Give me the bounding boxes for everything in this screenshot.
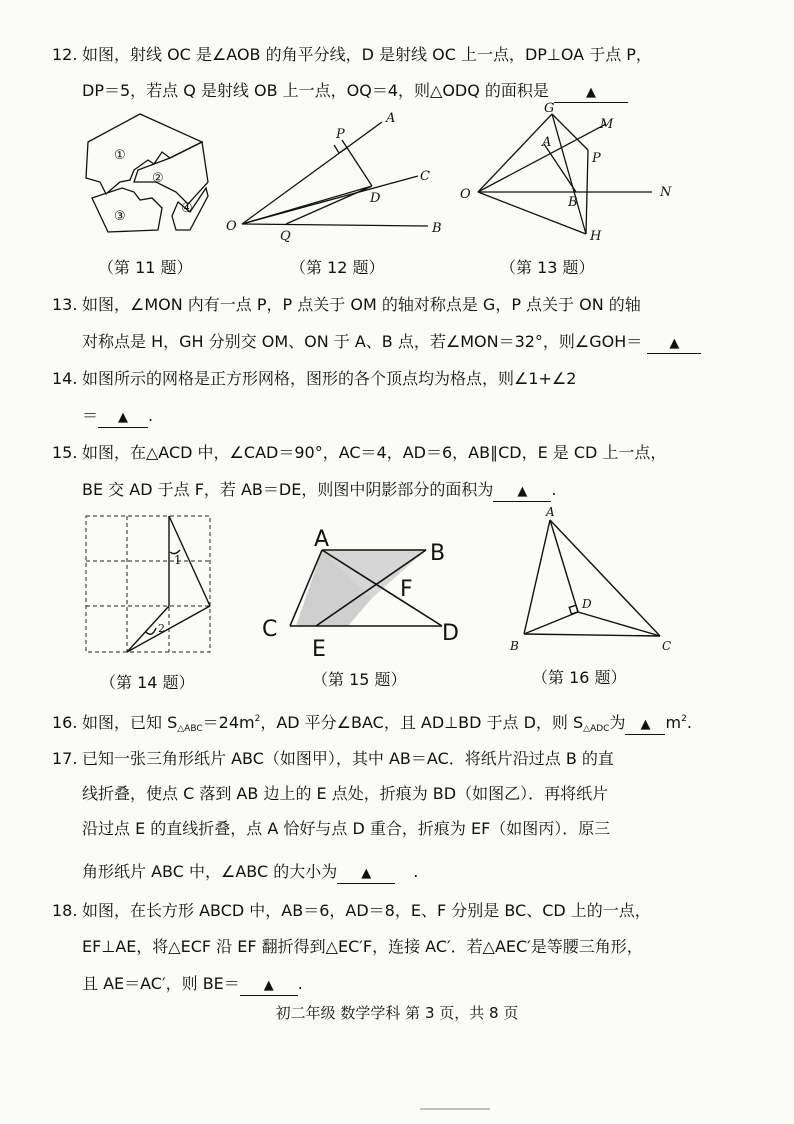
scan-artifact — [420, 1108, 490, 1110]
region-1-label: ① — [114, 148, 126, 163]
q13-text-1: 如图，∠MON 内有一点 P，P 点关于 OM 的轴对称点是 G，P 点关于 ON 的轴 — [82, 295, 641, 314]
q15-line2 — [82, 479, 556, 502]
q16-sub-1: △ABC — [177, 724, 203, 734]
q16-end: . — [686, 713, 692, 732]
caption-q11: （第 11 题） — [98, 258, 193, 277]
fig12-label-C: C — [420, 169, 430, 184]
q16-text-2: ＝24m — [202, 713, 255, 732]
q17-line4 — [82, 861, 418, 884]
q16-text-1: 如图，已知 S — [82, 713, 178, 732]
answer-triangle-icon: ▲ — [361, 866, 372, 881]
fig15-label-E: E — [312, 637, 326, 662]
caption-q12: （第 12 题） — [290, 258, 385, 277]
fig14-angle-2: 2 — [158, 622, 165, 635]
q14-line2 — [82, 405, 153, 428]
figure-12 — [222, 110, 452, 244]
answer-triangle-icon: ▲ — [118, 410, 129, 425]
figure-15 — [256, 520, 476, 660]
q17-text-3: 沿过点 E 的直线折叠，点 A 恰好与点 D 重合，折痕为 EF（如图丙）．原三 — [82, 819, 611, 838]
q18-number: 18. — [52, 901, 78, 920]
fig12-label-D: D — [370, 191, 381, 206]
q18-text-2: EF⊥AE，将△ECF 沿 EF 翻折得到△EC′F，连接 AC′．若△AEC′是等腰三角形， — [82, 937, 643, 956]
q14-text-1: 如图所示的网格是正方形网格，图形的各个顶点均为格点，则∠1+∠2 — [82, 369, 577, 388]
fig12-label-O: O — [226, 219, 237, 234]
q12-number: 12. — [52, 45, 78, 64]
q18-line2 — [82, 936, 643, 958]
fig15-label-C: C — [262, 617, 278, 642]
q16-sup-1: 2 — [254, 714, 261, 724]
q14-text-2-prefix: ＝ — [82, 406, 99, 425]
fig16-label-B: B — [510, 639, 519, 653]
q13-line1 — [52, 294, 641, 316]
q17-text-4-suffix: . — [413, 862, 419, 881]
fig13-label-B: B — [568, 195, 578, 210]
q13-line2 — [82, 331, 701, 354]
fig12-label-B: B — [432, 221, 442, 236]
fig16-label-A: A — [546, 505, 555, 519]
q16-answer-blank[interactable] — [625, 714, 665, 735]
figure-11 — [78, 112, 218, 242]
q16-sup-2: 2 — [681, 714, 687, 724]
caption-q16: （第 16 题） — [532, 668, 627, 687]
q14-text-2-suffix: . — [148, 406, 154, 425]
q18-text-3-suffix: . — [297, 974, 303, 993]
q15-text-1: 如图，在△ACD 中，∠CAD＝90°，AC＝4，AD＝6，AB∥CD，E 是 CD 上一点， — [82, 443, 667, 462]
figure-13 — [456, 100, 676, 246]
q14-answer-blank[interactable] — [98, 407, 148, 428]
fig12-label-A: A — [386, 111, 396, 126]
fig13-label-G: G — [544, 101, 555, 116]
answer-triangle-icon: ▲ — [669, 336, 680, 351]
q18-text-1: 如图，在长方形 ABCD 中，AB＝6，AD＝8，E、F 分别是 BC、CD 上的一点， — [82, 901, 651, 920]
fig16-label-C: C — [662, 639, 672, 653]
q15-number: 15. — [52, 443, 78, 462]
q18-line3 — [82, 973, 303, 996]
q17-answer-blank[interactable] — [337, 863, 395, 884]
q16-sub-2: △ADC — [583, 724, 610, 734]
q17-text-2: 线折叠，使点 C 落到 AB 边上的 E 点处，折痕为 BD（如图乙）．再将纸片 — [82, 784, 609, 803]
q16-unit: m — [665, 713, 682, 732]
fig15-label-D: D — [442, 621, 459, 646]
region-3-label: ③ — [114, 209, 126, 224]
q16-text-4: 为 — [609, 713, 626, 732]
region-4-label: ④ — [181, 201, 193, 216]
q17-text-1: 已知一张三角形纸片 ABC（如图甲），其中 AB＝AC．将纸片沿过点 B 的直 — [82, 749, 614, 768]
q15-text-2-suffix: . — [551, 480, 557, 499]
fig15-label-A: A — [314, 527, 330, 552]
q12-line1 — [52, 44, 652, 66]
caption-q14: （第 14 题） — [100, 673, 195, 692]
q15-answer-blank[interactable] — [493, 481, 551, 502]
fig15-label-B: B — [430, 541, 446, 566]
q18-text-3: 且 AE＝AC′，则 BE＝ — [82, 974, 240, 993]
q16-text-3: ，AD 平分∠BAC，且 AD⊥BD 于点 D，则 S — [260, 713, 584, 732]
q15-text-2: BE 交 AD 于点 F，若 AB＝DE，则图中阴影部分的面积为 — [82, 480, 494, 499]
q15-line1 — [52, 442, 666, 464]
fig13-label-A: A — [542, 135, 552, 150]
fig12-label-Q: Q — [280, 229, 291, 244]
q17-line2 — [82, 783, 608, 805]
q17-line3 — [82, 818, 610, 840]
answer-triangle-icon: ▲ — [640, 717, 651, 732]
q17-text-4: 角形纸片 ABC 中，∠ABC 的大小为 — [82, 862, 338, 881]
q12-text-1: 如图，射线 OC 是∠AOB 的角平分线，D 是射线 OC 上一点，DP⊥OA 于点 P， — [82, 45, 652, 64]
q14-number: 14. — [52, 369, 78, 388]
q13-text-2: 对称点是 H，GH 分别交 OM、ON 于 A、B 点，若∠MON＝32°，则∠GOH＝ — [82, 332, 643, 351]
q14-line1 — [52, 368, 576, 390]
q17-number: 17. — [52, 749, 78, 768]
caption-q15: （第 15 题） — [312, 670, 407, 689]
answer-triangle-icon: ▲ — [586, 85, 597, 100]
q12-text-2: DP＝5，若点 Q 是射线 OB 上一点，OQ＝4，则△ODQ 的面积是 — [82, 81, 549, 100]
q18-line1 — [52, 900, 651, 922]
page-footer: 初二年级 数学学科 第 3 页，共 8 页 — [275, 1004, 519, 1022]
q16-number: 16. — [52, 713, 78, 732]
q17-line1 — [52, 748, 614, 770]
fig12-label-P: P — [336, 127, 345, 142]
figure-14 — [84, 512, 214, 660]
fig13-label-N: N — [660, 185, 672, 200]
fig14-angle-1: 1 — [174, 553, 182, 567]
fig13-label-M: M — [600, 117, 614, 132]
q13-number: 13. — [52, 295, 78, 314]
answer-triangle-icon: ▲ — [263, 978, 274, 993]
q13-answer-blank[interactable] — [647, 333, 701, 354]
fig13-label-H: H — [590, 229, 602, 244]
fig15-label-F: F — [400, 577, 413, 602]
fig13-label-P: P — [592, 151, 601, 166]
q18-answer-blank[interactable] — [240, 975, 298, 996]
region-2-label: ② — [152, 171, 164, 186]
answer-triangle-icon: ▲ — [517, 484, 528, 499]
q16-line — [52, 708, 692, 740]
figure-16 — [504, 504, 684, 654]
fig13-label-O: O — [460, 187, 471, 202]
fig16-label-D: D — [582, 597, 592, 611]
caption-q13: （第 13 题） — [500, 258, 595, 277]
